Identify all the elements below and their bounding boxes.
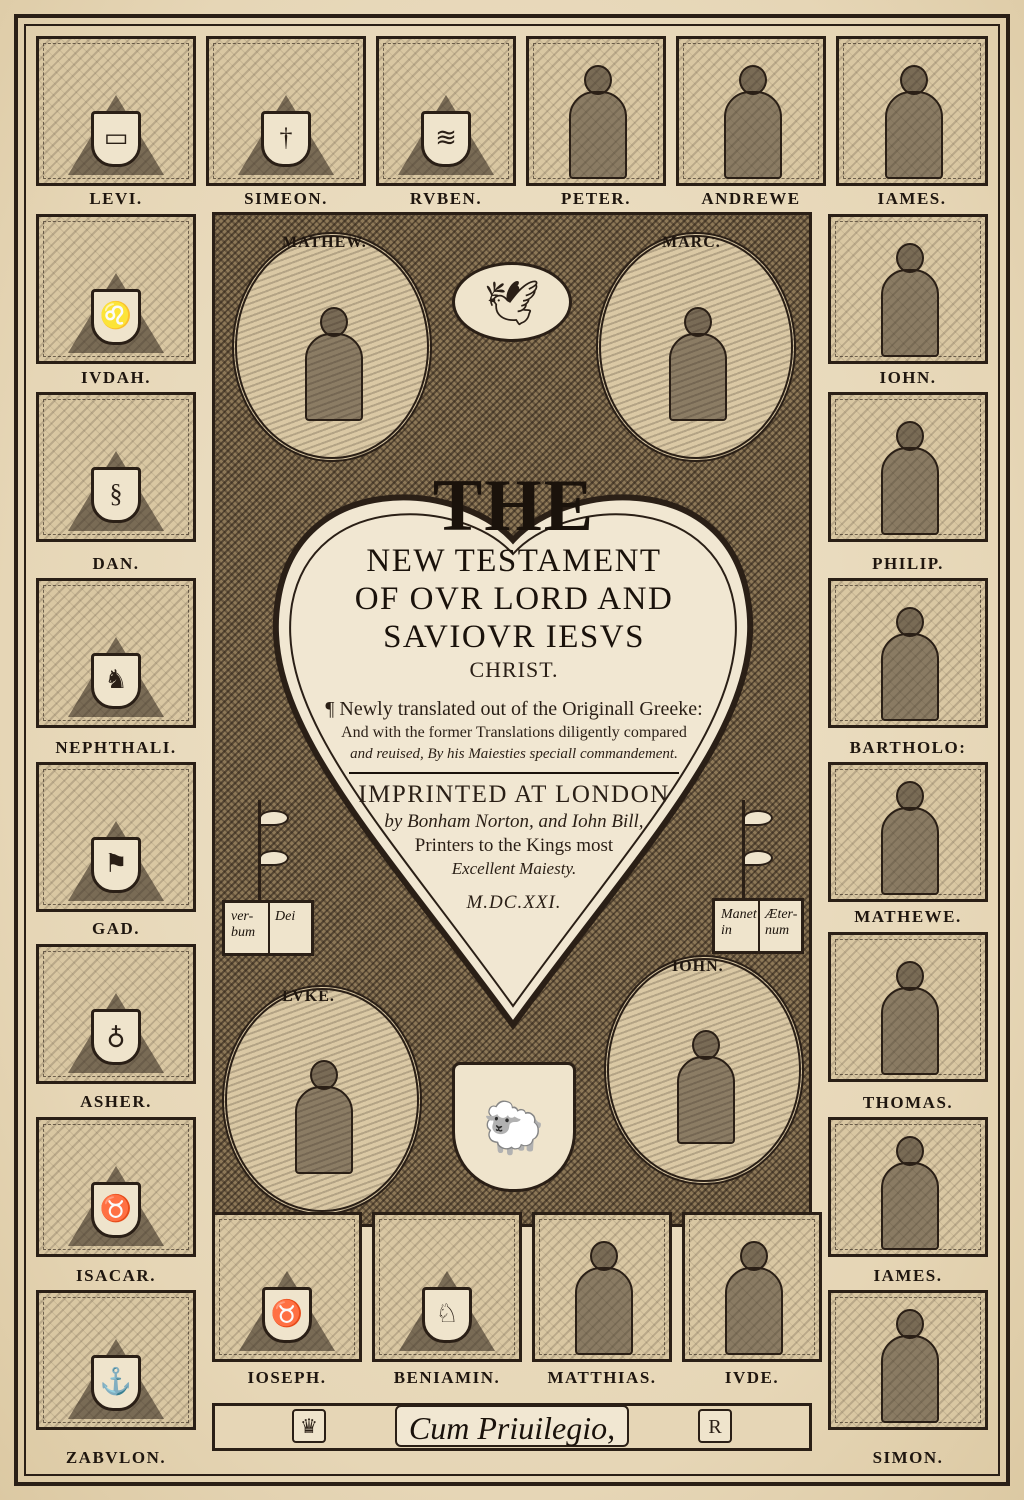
apostle-figure-icon [565, 65, 627, 175]
description-line-2: And with the former Translations diligently compared [341, 724, 687, 741]
description-line-1: ¶ Newly translated out of the Originall Greeke: [325, 698, 703, 720]
evangelist-label-iohn: IOHN. [672, 958, 724, 975]
apostle-label-iames: IAMES. [877, 189, 947, 208]
apostle-figure-icon [877, 421, 939, 531]
apostle-label-iames-2: IAMES. [873, 1266, 943, 1285]
tribe-label-beniamin: BENIAMIN. [393, 1368, 501, 1387]
apostle-figure-icon [877, 607, 939, 717]
tribe-panel-iudah [36, 214, 196, 364]
tribe-panel-ruben [376, 36, 516, 186]
imprint-line-1: IMPRINTED AT LONDON [358, 781, 670, 808]
evangelist-label-mathew: MATHEW. [282, 234, 367, 251]
tribe-label-levi: LEVI. [89, 189, 143, 208]
lamb-icon: 🐑 [452, 1062, 576, 1192]
evangelist-figure-icon [291, 1060, 353, 1170]
shield-icon: ♌ [91, 289, 141, 345]
tribe-label-gad: GAD. [91, 919, 141, 938]
evangelist-figure-icon [301, 307, 363, 417]
shield-icon: ♁ [91, 1009, 141, 1065]
description-line-3: and reuised, By his Maiesties speciall commandement. [350, 746, 678, 762]
apostle-label-bartholo: BARTHOLO: [849, 738, 967, 757]
title-line-4: CHRIST. [469, 657, 559, 682]
tribe-label-isacar: ISACAR. [76, 1266, 156, 1285]
apostle-panel-simon [828, 1290, 988, 1430]
apostle-label-iohn: IOHN. [879, 368, 937, 387]
imprint-line-4: Excellent Maiesty. [451, 859, 577, 878]
tribe-label-ioseph: IOSEPH. [247, 1368, 327, 1387]
apostle-figure-icon [881, 65, 943, 175]
tribe-panel-nephthali [36, 578, 196, 728]
tent-icon [68, 993, 164, 1073]
tribe-label-asher: ASHER. [80, 1092, 152, 1111]
title-line-3: SAVIOVR IESVS [383, 619, 645, 655]
royal-cipher-icon: R [698, 1409, 732, 1443]
title-text-block [270, 465, 758, 918]
tribe-panel-ioseph [212, 1212, 362, 1362]
evangelist-oval-marc [596, 232, 796, 462]
tribe-panel-beniamin [372, 1212, 522, 1362]
tribe-panel-zabulon [36, 1290, 196, 1430]
imprint-line-2: by Bonham Norton, and Iohn Bill, [384, 811, 644, 832]
evangelist-figure-icon [673, 1030, 735, 1140]
apostle-panel-andrewe [676, 36, 826, 186]
title-line-2: OF OVR LORD AND [354, 581, 674, 617]
shield-icon: § [91, 467, 141, 523]
tent-icon [68, 451, 164, 531]
apostle-panel-bartholo [828, 578, 988, 728]
tent-icon [68, 821, 164, 901]
tribe-panel-asher [36, 944, 196, 1084]
tribe-label-zabulon: ZABVLON. [65, 1448, 167, 1467]
shield-icon: ≋ [421, 111, 471, 167]
book-left-text-r: Dei [275, 909, 296, 924]
cum-privilegio: Cum Priuilegio, [395, 1405, 629, 1447]
apostle-figure-icon [877, 1309, 939, 1419]
tribe-panel-isacar [36, 1117, 196, 1257]
dove-icon: 🕊 [452, 262, 572, 342]
apostle-panel-iames [836, 36, 988, 186]
apostle-panel-philip [828, 392, 988, 542]
apostle-figure-icon [571, 1241, 633, 1351]
imprint-date: M.DC.XXI. [466, 892, 562, 913]
divider-rule [349, 772, 679, 774]
apostle-panel-peter [526, 36, 666, 186]
apostle-figure-icon [877, 781, 939, 891]
apostle-panel-thomas [828, 932, 988, 1082]
apostle-figure-icon [877, 961, 939, 1071]
apostle-label-philip: PHILIP. [872, 554, 944, 573]
apostle-panel-mathewe [828, 762, 988, 902]
apostle-figure-icon [721, 1241, 783, 1351]
tribe-label-dan: DAN. [92, 554, 140, 573]
tribe-panel-simeon [206, 36, 366, 186]
shield-icon: ♘ [422, 1287, 472, 1343]
tribe-label-simeon: SIMEON. [244, 189, 328, 208]
book-right-text-r: Æter- num [765, 907, 798, 938]
apostle-panel-matthias [532, 1212, 672, 1362]
crown-icon: ♛ [292, 1409, 326, 1443]
apostle-label-peter: PETER. [561, 189, 631, 208]
apostle-figure-icon [877, 1136, 939, 1246]
shield-icon: ♞ [91, 653, 141, 709]
tribe-label-iudah: IVDAH. [81, 368, 151, 387]
tent-icon [68, 637, 164, 717]
book-left-text-l: ver- bum [231, 909, 256, 940]
shield-icon: ⚓ [91, 1355, 141, 1411]
title-line-1: NEW TESTAMENT [366, 543, 662, 579]
apostle-label-thomas: THOMAS. [862, 1093, 954, 1112]
imprint-line-3: Printers to the Kings most [414, 835, 614, 856]
apostle-label-matthias: MATTHIAS. [547, 1368, 657, 1387]
tent-icon [399, 1271, 495, 1351]
evangelist-label-marc: MARC. [662, 234, 721, 251]
evangelist-oval-mathew [232, 232, 432, 462]
apostle-figure-icon [720, 65, 782, 175]
tent-icon [68, 273, 164, 353]
tribe-panel-levi [36, 36, 196, 186]
shield-icon: ⚑ [91, 837, 141, 893]
apostle-label-simon: SIMON. [872, 1448, 944, 1467]
tent-icon [68, 95, 164, 175]
apostle-panel-iohn [828, 214, 988, 364]
tribe-label-ruben: RVBEN. [409, 189, 483, 208]
tribe-panel-gad [36, 762, 196, 912]
apostle-panel-iames-2 [828, 1117, 988, 1257]
apostle-label-mathewe: MATHEWE. [854, 907, 962, 926]
evangelist-label-luke: LVKE. [282, 988, 335, 1005]
tribe-label-nephthali: NEPHTHALI. [55, 738, 177, 757]
apostle-panel-iude [682, 1212, 822, 1362]
shield-icon: ▭ [91, 111, 141, 167]
apostle-label-andrewe: ANDREWE [701, 189, 801, 208]
shield-icon: † [261, 111, 311, 167]
shield-icon: ♉ [91, 1182, 141, 1238]
title-the: THE [432, 465, 596, 547]
tribe-panel-dan [36, 392, 196, 542]
tent-icon [239, 1271, 335, 1351]
tent-icon [238, 95, 334, 175]
apostle-label-iude: IVDE. [724, 1368, 780, 1387]
tent-icon [68, 1339, 164, 1419]
shield-icon: ♉ [262, 1287, 312, 1343]
tent-icon [68, 1166, 164, 1246]
book-right-text-l: Manet in [721, 907, 757, 938]
evangelist-figure-icon [665, 307, 727, 417]
apostle-figure-icon [877, 243, 939, 353]
tent-icon [398, 95, 494, 175]
